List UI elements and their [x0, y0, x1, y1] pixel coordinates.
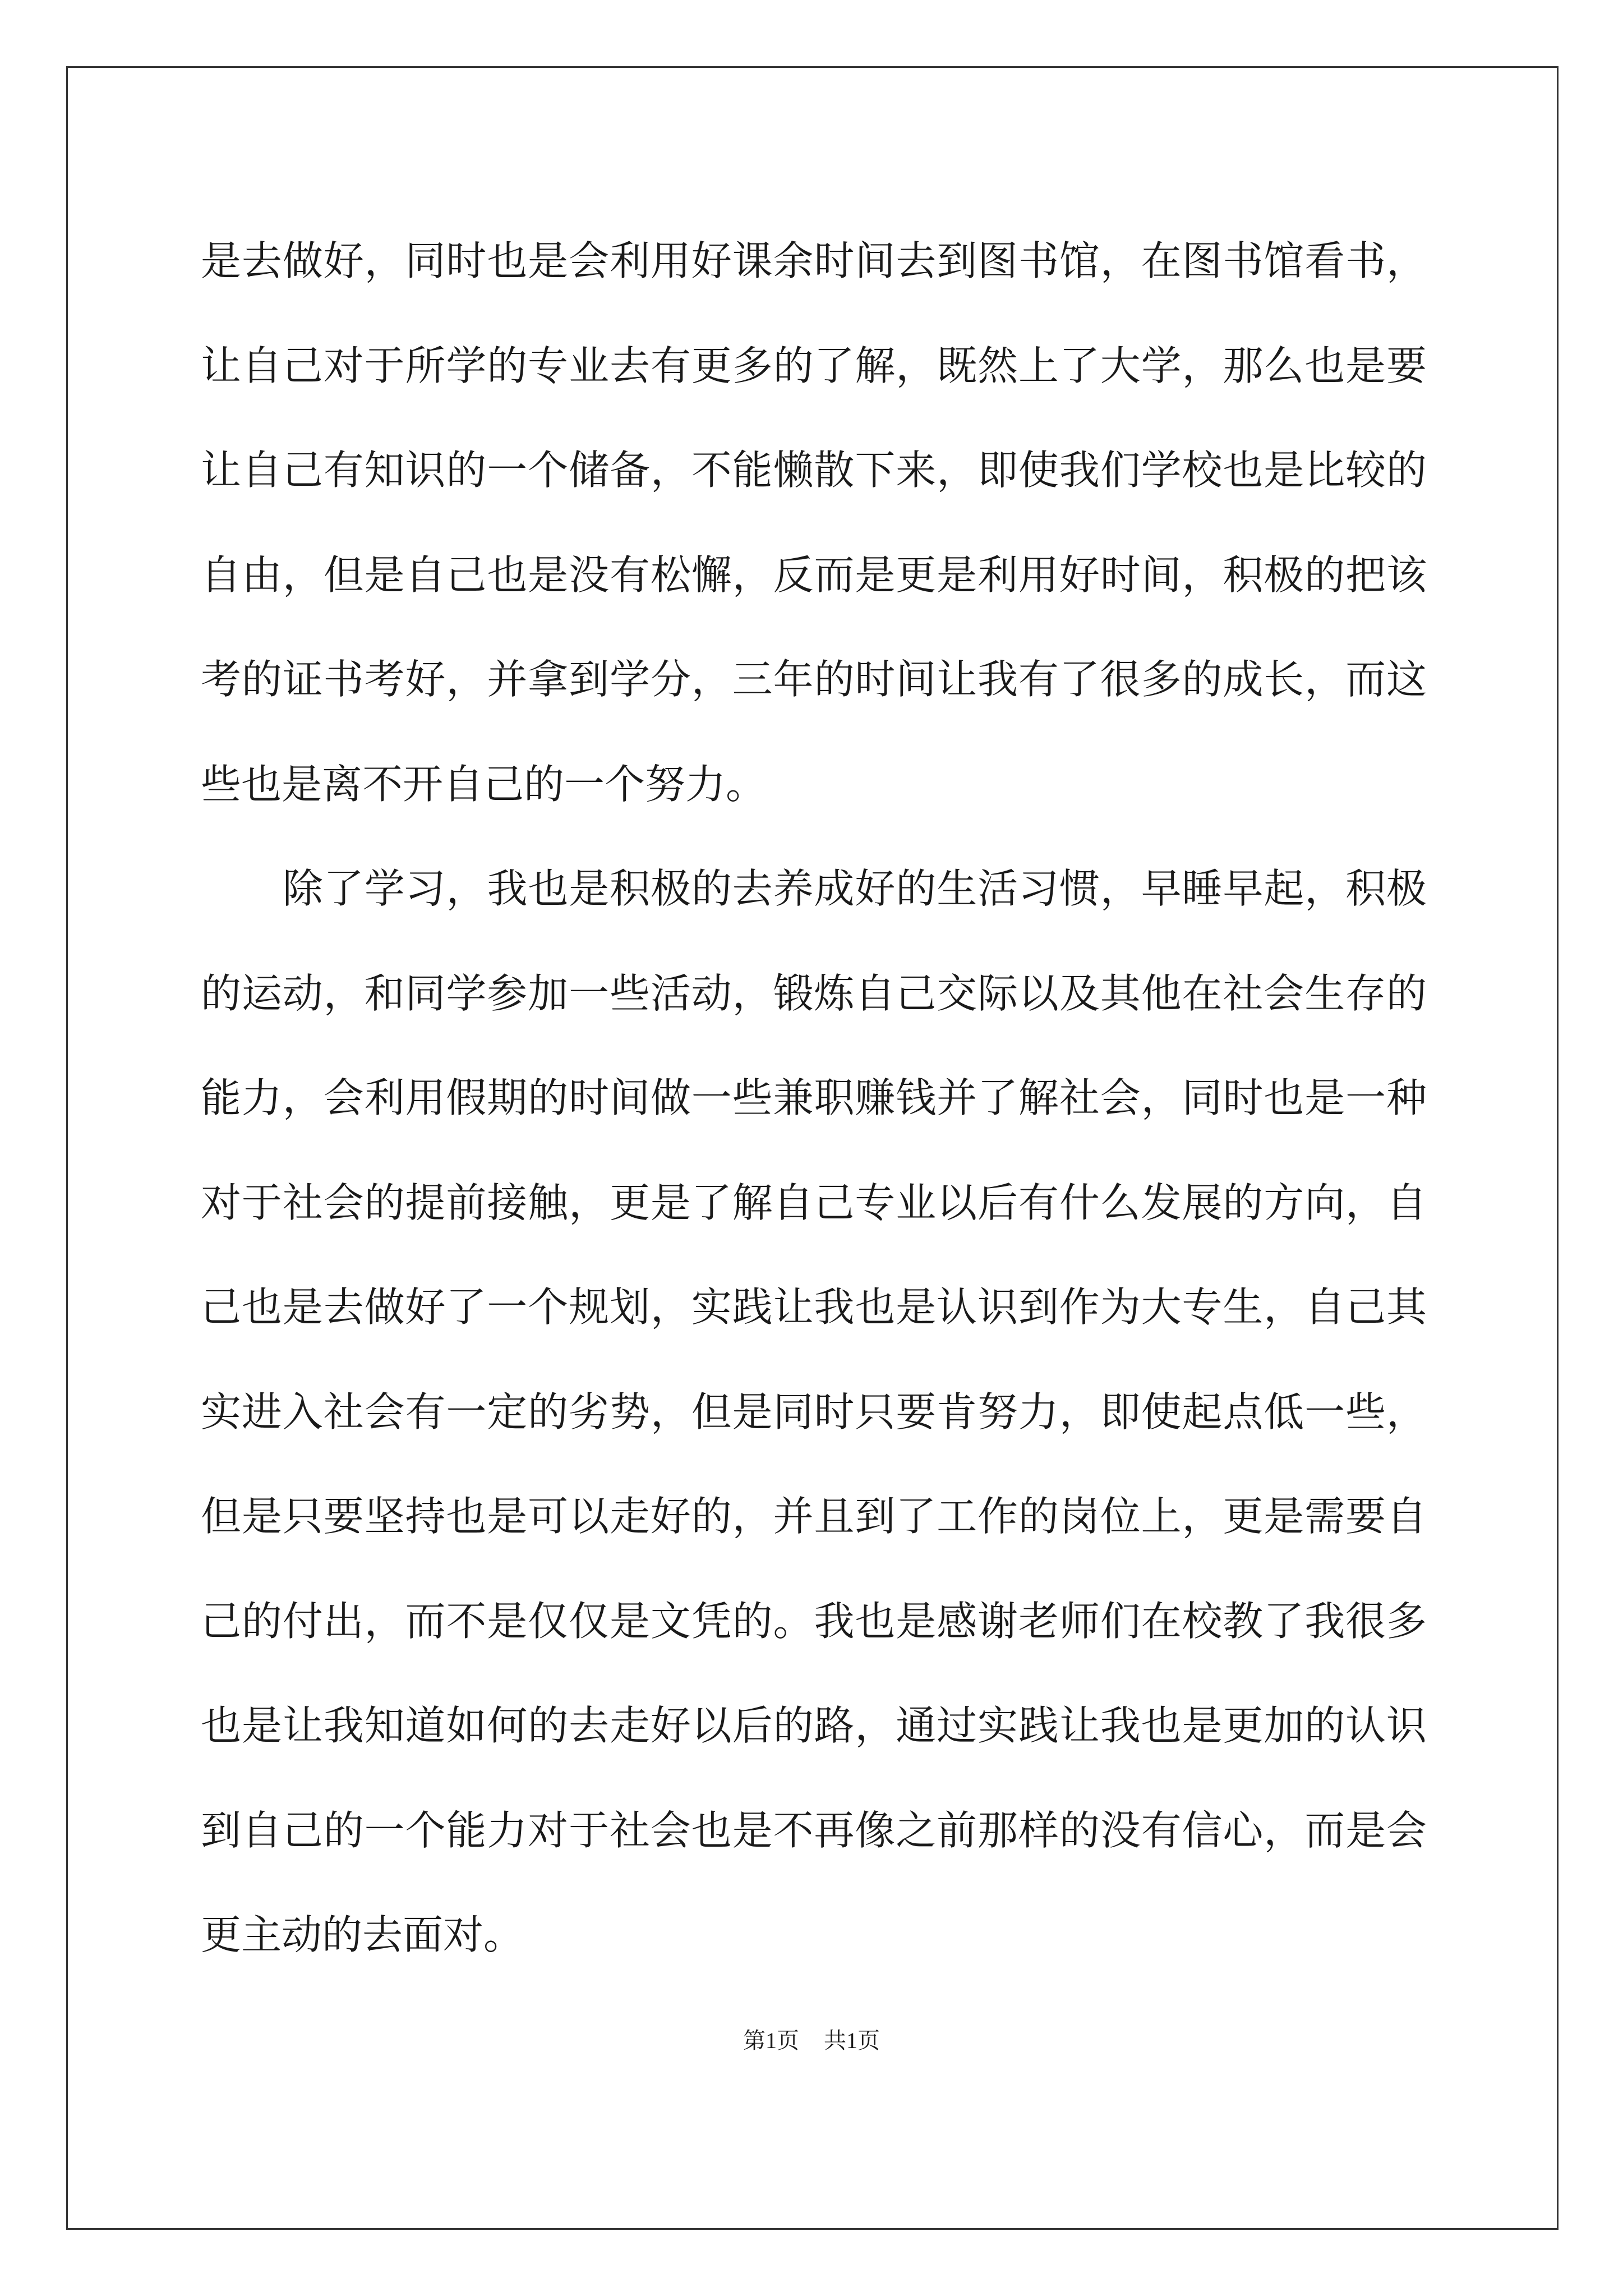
text-line: 考的证书考好，并拿到学分，三年的时间让我有了很多的成长，而这	[201, 656, 1427, 703]
text-line: 己也是去做好了一个规划，实践让我也是认识到作为大专生，自己其	[201, 1283, 1427, 1331]
page-footer	[0, 2025, 1623, 2056]
page-total: 共1页	[824, 2028, 880, 2053]
text-line: 让自己对于所学的专业去有更多的了解，既然上了大学，那么也是要	[201, 342, 1427, 389]
text-line: 是去做好，同时也是会利用好课余时间去到图书馆，在图书馆看书，	[201, 237, 1427, 284]
text-line: 己的付出，而不是仅仅是文凭的。我也是感谢老师们在校教了我很多	[201, 1597, 1427, 1645]
text-line: 到自己的一个能力对于社会也是不再像之前那样的没有信心，而是会	[201, 1806, 1427, 1854]
page-number: 第1页	[743, 2028, 799, 2053]
text-line: 对于社会的提前接触，更是了解自己专业以后有什么发展的方向，自	[201, 1179, 1427, 1226]
text-line: 的运动，和同学参加一些活动，锻炼自己交际以及其他在社会生存的	[201, 969, 1427, 1017]
text-line: 些也是离不开自己的一个努力。	[201, 760, 767, 808]
text-line: 也是让我知道如何的去走好以后的路，通过实践让我也是更加的认识	[201, 1702, 1427, 1749]
text-line: 自由，但是自己也是没有松懈，反而是更是利用好时间，积极的把该	[201, 551, 1427, 599]
document-body	[201, 209, 1427, 1987]
text-line: 能力，会利用假期的时间做一些兼职赚钱并了解社会，同时也是一种	[201, 1074, 1427, 1121]
text-line: 除了学习，我也是积极的去养成好的生活习惯，早睡早起，积极	[283, 865, 1427, 912]
text-line: 让自己有知识的一个储备，不能懒散下来，即使我们学校也是比较的	[201, 447, 1427, 494]
text-line: 实进入社会有一定的劣势，但是同时只要肯努力，即使起点低一些，	[201, 1388, 1427, 1435]
text-line: 但是只要坚持也是可以走好的，并且到了工作的岗位上，更是需要自	[201, 1493, 1427, 1540]
text-line: 更主动的去面对。	[201, 1911, 524, 1958]
